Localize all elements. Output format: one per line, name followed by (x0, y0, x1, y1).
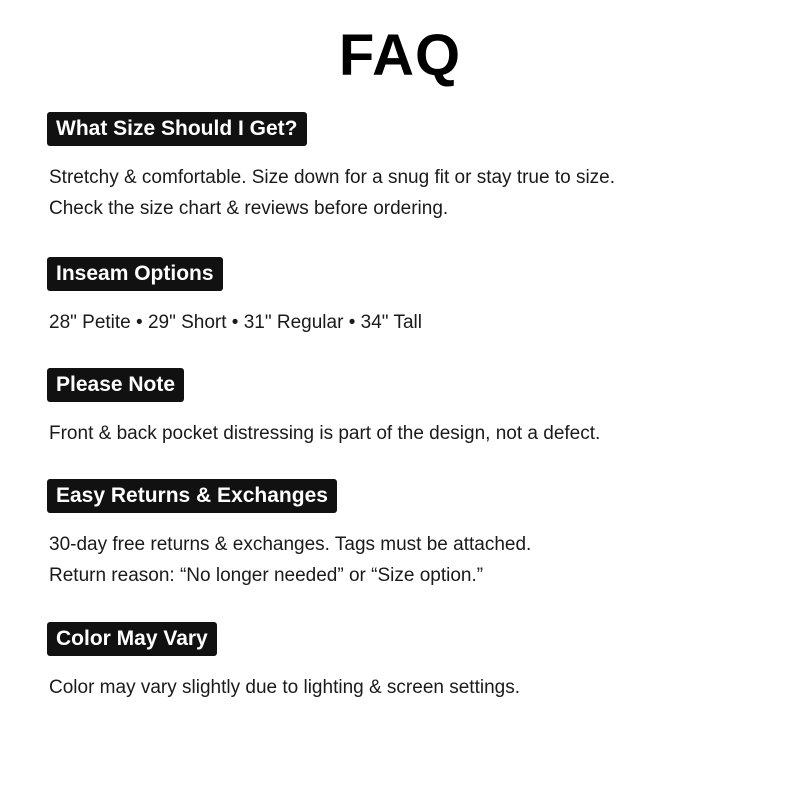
section-text-line: 28" Petite • 29" Short • 31" Regular • 34" Tall (49, 312, 422, 333)
section-text-line: Stretchy & comfortable. Size down for a snug fit or stay true to size. (49, 167, 616, 188)
section-heading-color: Color May Vary (47, 622, 217, 656)
section-body-color (47, 672, 767, 703)
section-body-note (47, 418, 767, 449)
section-heading-returns: Easy Returns & Exchanges (47, 479, 337, 513)
section-text-line: Check the size chart & reviews before ordering. (49, 198, 449, 219)
section-heading-note: Please Note (47, 368, 184, 402)
faq-section-returns (47, 479, 767, 591)
section-body-returns (47, 529, 767, 591)
section-body-size (47, 162, 767, 224)
section-heading-size: What Size Should I Get? (47, 112, 307, 146)
section-heading-inseam: Inseam Options (47, 257, 223, 291)
faq-section-note (47, 368, 767, 449)
section-text-line: Return reason: “No longer needed” or “Size option.” (49, 565, 484, 586)
section-body-inseam (47, 307, 767, 338)
faq-section-inseam (47, 257, 767, 338)
page-title: FAQ (338, 23, 462, 88)
faq-section-color (47, 622, 767, 703)
faq-section-size (47, 112, 767, 224)
section-text-line: Front & back pocket distressing is part of the design, not a defect. (49, 423, 601, 444)
section-text-line: Color may vary slightly due to lighting & screen settings. (49, 677, 520, 698)
section-text-line: 30-day free returns & exchanges. Tags must be attached. (49, 534, 532, 555)
